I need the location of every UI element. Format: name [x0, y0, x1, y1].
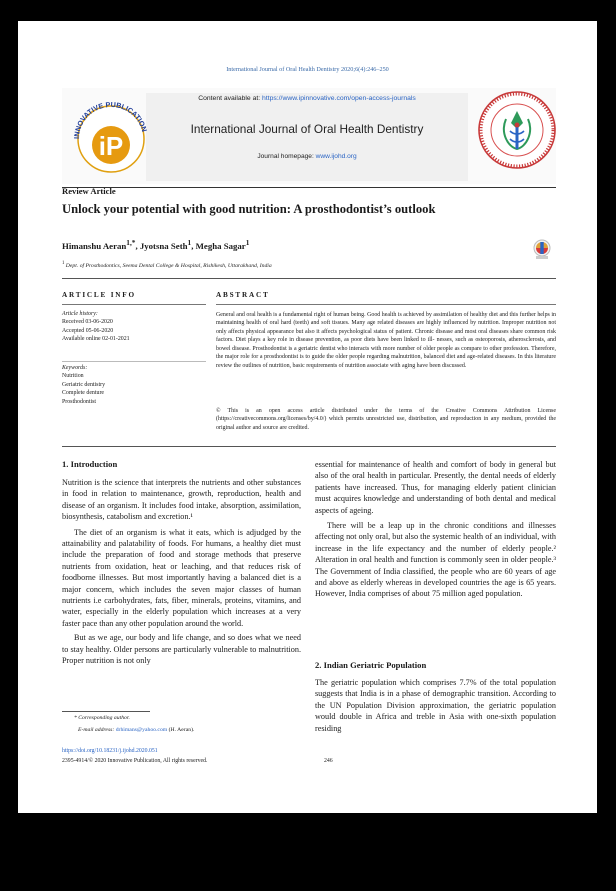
body-rule: [62, 446, 556, 447]
publisher-logo-letters: iP: [98, 131, 124, 161]
author-name: Megha Sagar: [195, 240, 246, 251]
body-column-right: [315, 459, 556, 600]
email-label: E-mail address:: [78, 727, 115, 733]
online-date: Available online 02-01-2021: [62, 336, 130, 343]
keywords-block: [62, 364, 206, 406]
received-date: Received 03-06-2020: [62, 319, 113, 326]
abstract-text: General and oral health is a fundamental right of human being. Good health is achieved by assimilation of healthy diet and this further helps in maintaining health of oral hard (teeth) and soft tissues. Many age related diseases are highly influenced by nutrition. Improper nutrition not only affects physical appearance but also it affects psychological status of patient. Chronic disease and most oral diseases share common risk factors. Diet plays a key role in disease prevention, as poor diets have been linked to ill- nesses, such as osteoporosis, atherosclerosis, and bowel disease. Prosthodontist is a geriatric dentist who interacts with more number of older people as compare to other profession. Therefore, the major role for a prosthodontist is to guide the older people regarding malnutrition, balanced diet and age-related diseases. In this literature review the outlines of nutrition, basic requirements of nutrition associate with aging have been discussed.: [216, 312, 556, 369]
body-paragraph: essential for maintenance of health and comfort of body in general but also of the oral health in particular. Presently, the dental needs of elderly patients have increased. Thus, for managing elderly patient clinician must acquires knowledge and understanding of both dental and medical aspects of ageing.: [315, 460, 556, 515]
body-paragraph: Nutrition is the science that interprets the nutrients and other substances in food in relation to maintenance, growth, reproduction, health and disease of an organism. It includes food intake, absorption, assimilation, biosynthesis, catabolism and excretion.¹: [62, 478, 301, 522]
journal-homepage-line: [146, 153, 468, 160]
body-paragraph: There will be a leap up in the chronic conditions and illnesses affecting not only oral, but also the systemic health of an individual, with increase in the life expectancy and the number of elderly people.² Alteration in oral health and function is commonly seen in older people.³ The Government of India classified, the people who are 60 years of age and above as elderly whereas in developed countries the age is 65 years. However, India comprises of about 75 million aged population.: [315, 521, 556, 599]
journal-citation[interactable]: International Journal of Oral Health Dentistry 2020;6(4):246–250: [226, 66, 389, 73]
author-separator: ,: [191, 240, 196, 251]
history-label: Article history:: [62, 311, 98, 317]
abstract-heading: ABSTRACT: [216, 291, 270, 299]
doi-link[interactable]: https://doi.org/10.18231/j.ijohd.2020.051: [62, 748, 158, 754]
author-list: [62, 238, 249, 251]
email-owner: (H. Aeran).: [168, 727, 195, 733]
body-paragraph: The geriatric population which comprises 7.7% of the total population suggests that India is in a phase of demographic transition. According to the UN Population Division approximation, the geriatric population would double in Africa and treble in Asia with one-sixth population residing: [315, 678, 556, 733]
author-name: Jyotsna Seth: [139, 240, 188, 251]
content-available-link[interactable]: https://www.ipinnovative.com/open-access-journals: [262, 95, 416, 102]
copyright-line: 2395-4914/© 2020 Innovative Publication, All rights reserved.: [62, 758, 208, 764]
keywords-label: Keywords:: [62, 365, 88, 371]
content-available-label: Content available at:: [198, 95, 261, 102]
section-rule: [62, 278, 556, 279]
body-column-right-continued: [315, 677, 556, 734]
email-link[interactable]: drhimans@yahoo.com: [115, 727, 168, 733]
publisher-logo: [67, 95, 155, 173]
paper-page: [18, 21, 597, 813]
article-info-heading: ARTICLE INFO: [62, 291, 136, 299]
affiliation-mark: 1: [62, 261, 65, 266]
accepted-date: Accepted 05-06-2020: [62, 327, 114, 334]
keyword: Nutrition: [62, 373, 84, 380]
body-paragraph: The diet of an organism is what it eats, which is adjudged by the attainability and palatability of foods. For humans, a healthy diet must include the preparation of food and storage methods that preserve nutrients from oxidation, heat or leaching, and that reduces risk of foodborne illnesses. But most importantly having a balanced diet is a major concern, which includes the seven major classes of human nutrients i.e carbohydrates, fats, fiber, minerals, proteins, vitamins, and water, especially in the elderly population which increases at a very faster pace than any other population around the world.: [62, 527, 301, 628]
abstract-rule: [216, 304, 556, 305]
journal-homepage-link[interactable]: www.ijohd.org: [315, 153, 357, 160]
author-affiliation-mark: 1,*: [126, 238, 136, 247]
crossmark-icon[interactable]: [532, 238, 552, 262]
keyword: Geriatric dentistry: [62, 381, 106, 388]
article-type: Review Article: [62, 186, 116, 196]
author-affiliation-mark: 1: [245, 238, 250, 247]
keyword: Complete denture: [62, 390, 105, 397]
society-seal-logo: [476, 89, 558, 171]
article-title: Unlock your potential with good nutrition: A prosthodontist’s outlook: [62, 202, 436, 216]
journal-header-center: [146, 93, 468, 181]
author-affiliation-mark: 1: [187, 238, 192, 247]
license-text: © This is an open access article distributed under the terms of the Creative Commons Attribution License (https://creativecommons.org/licenses/by/4.0/) which permits unrestricted use, distribution, and reproduction in any medium, provided the original author and source are credited.: [216, 408, 556, 431]
email-footnote: [78, 727, 194, 733]
article-info-rule: [62, 304, 206, 305]
corresponding-author-note: * Corresponding author.: [74, 715, 130, 721]
content-available-line: [146, 95, 468, 102]
article-history: [62, 310, 206, 344]
affiliation-text: Dept. of Prosthodontics, Seema Dental College & Hospital, Rishikesh, Uttarakhand, India: [65, 262, 272, 269]
section-heading-introduction: 1. Introduction: [62, 459, 118, 469]
author-separator: ,: [135, 240, 140, 251]
journal-homepage-label: Journal homepage:: [257, 153, 314, 160]
header-rule: [62, 187, 556, 188]
section-heading-geriatric: 2. Indian Geriatric Population: [315, 660, 427, 670]
affiliation: [62, 261, 272, 269]
keyword: Prosthodontist: [62, 398, 97, 405]
article-info-divider: [62, 361, 206, 362]
publisher-logo-arc-text: INNOVATIVE PUBLICATION: [71, 99, 150, 140]
body-paragraph: But as we age, our body and life change, and so does what we need to stay healthy. Older persons are particularly vulnerable to malnutrition. Proper nutrition is not only: [62, 633, 301, 666]
author-name: Himanshu Aeran: [62, 240, 127, 251]
journal-title: International Journal of Oral Health Dentistry: [190, 122, 424, 136]
footnote-rule: [62, 711, 150, 712]
body-column-left: [62, 477, 301, 667]
page-number: 246: [324, 758, 333, 764]
